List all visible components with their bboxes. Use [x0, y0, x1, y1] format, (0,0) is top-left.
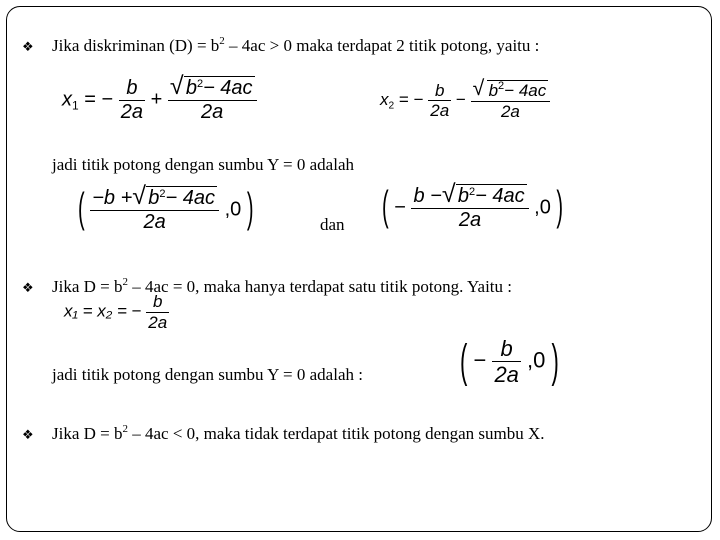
case2-y-text: jadi titik potong dengan sumbu Y = 0 adalah : [52, 365, 363, 384]
case1-y-text: jadi titik potong dengan sumbu Y = 0 adalah [52, 155, 354, 174]
bullet-icon: ❖ [22, 40, 34, 55]
case1-exp: 2 [219, 35, 225, 47]
dan-text: dan [320, 215, 345, 234]
case1-text [52, 36, 539, 56]
bullet-icon: ❖ [22, 281, 34, 296]
x2-formula: $x_2$ = − $\frac{b}{2a}$ − √ $b^2- 4ac$ 2a [380, 80, 550, 121]
case2-text: Jika $D = b^2 - 4ac = 0$, maka hanya terdapat satu titik potong. Yaitu : [52, 276, 512, 296]
x1-x2-formula: x₁ = x₂ = − $\frac{b}{2a}$ [64, 292, 168, 332]
sqrt-over-2a: √ $b^2- 4ac$ 2a [168, 76, 257, 124]
x1-formula: $x_1$ = − $\frac{b}{2a}$ + √ $b^2- 4ac$ 2a [62, 76, 257, 124]
point2-formula: ( − b − √ $b^2- 4ac$ 2a ,0 ) [382, 180, 564, 231]
bullet-icon: ❖ [22, 428, 34, 443]
point3-formula: ( − $\frac{b}{2a}$ ,0 ) [460, 334, 559, 388]
case1-prefix: Jika diskriminan (D) = b [52, 36, 220, 55]
b-over-2a: $\frac{b}{2a}$ [120, 76, 143, 123]
point1-formula: ( −b + √ $b^2- 4ac$ 2a ,0 ) [78, 182, 254, 233]
case3-text: Jika $D = b^2 - 4ac < 0$, maka tidak terdapat titik potong dengan sumbu X. [52, 423, 545, 443]
case1-suffix: – 4ac > 0 maka terdapat 2 titik potong, yaitu : [224, 36, 540, 55]
